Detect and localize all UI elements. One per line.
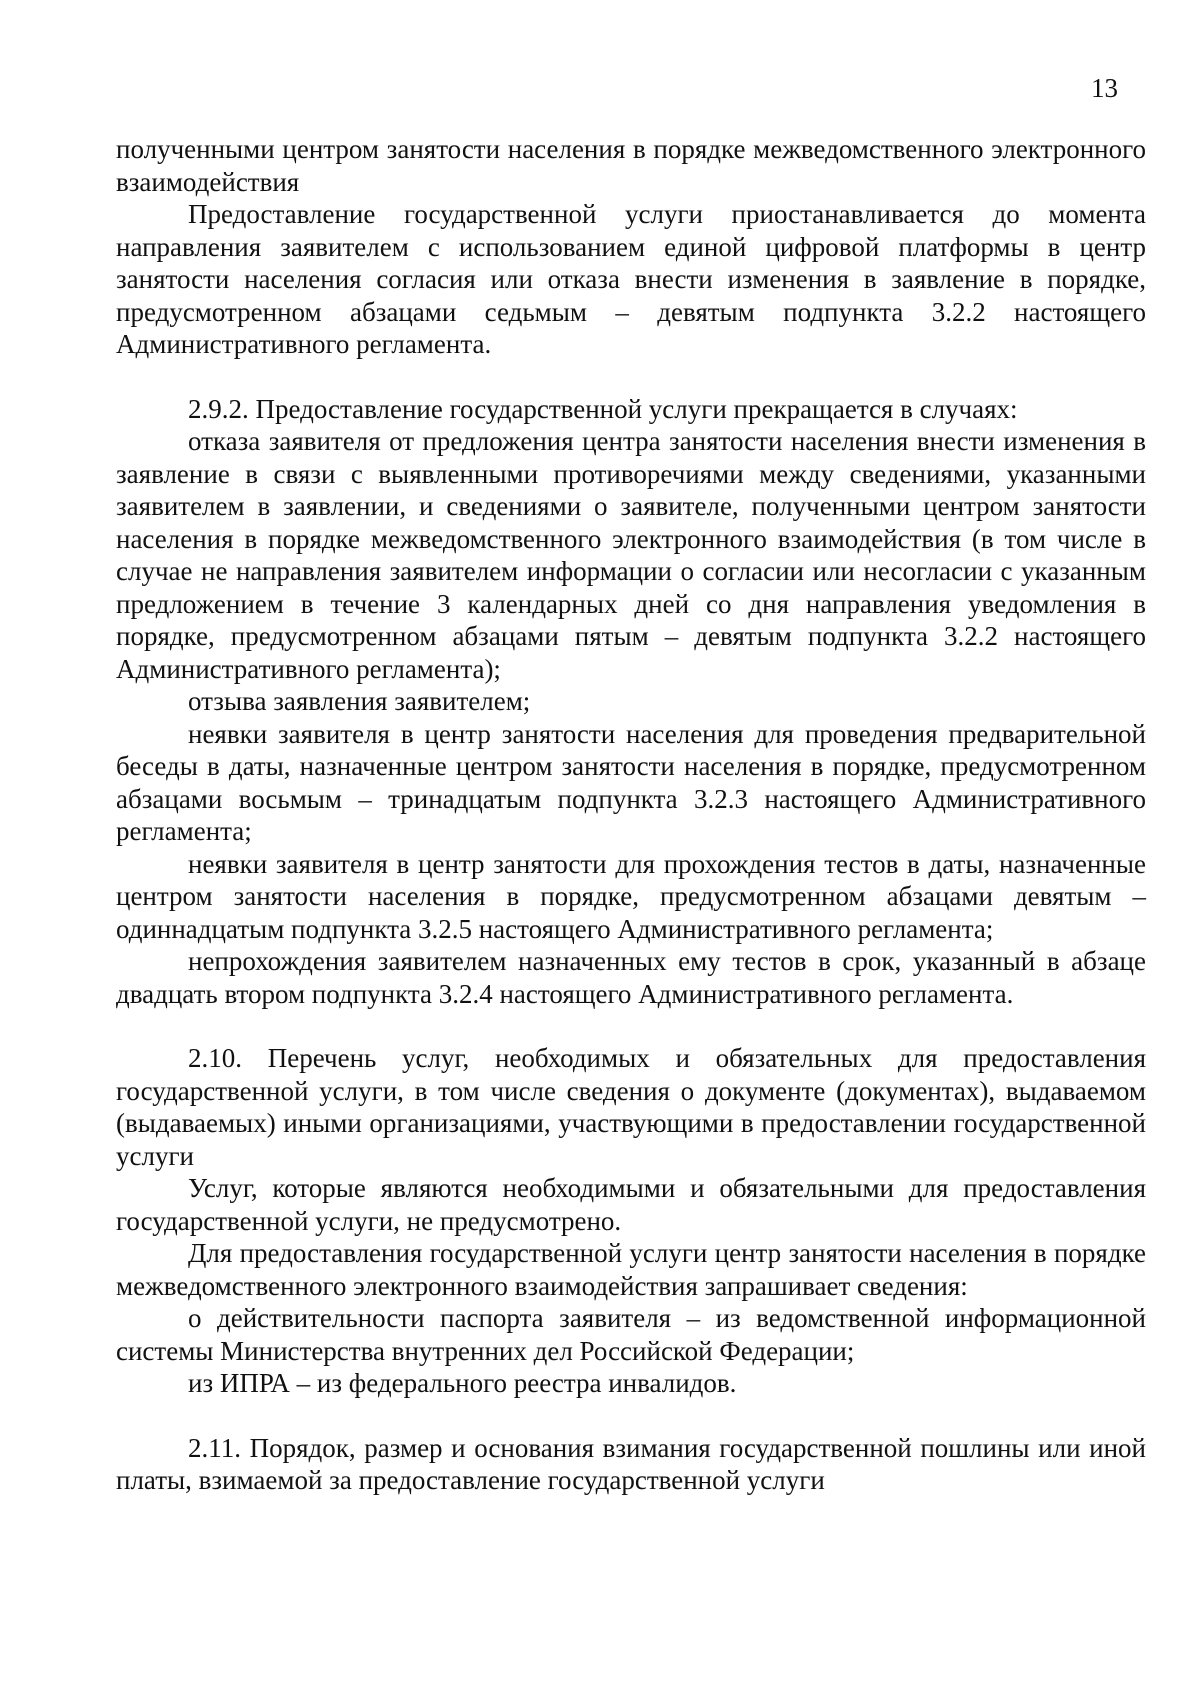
paragraph-10: Услуг, которые являются необходимыми и обязательными для предоставления государственной услуги, не предусмотрено. bbox=[116, 1173, 1146, 1236]
paragraph-7: неявки заявителя в центр занятости для прохождения тестов в даты, назначенные центром занятости населения в порядке, предусмотренном абзацами девятым – одиннадцатым подпункта 3.2.5 настоящего Административного регламента; bbox=[116, 848, 1146, 944]
paragraph-gap bbox=[116, 1010, 1146, 1042]
section-2-11-heading: 2.11. Порядок, размер и основания взимания государственной пошлины или иной платы, взимаемой за предоставление государственной услуги bbox=[116, 1432, 1146, 1495]
paragraph-6: неявки заявителя в центр занятости населения для проведения предварительной беседы в даты, назначенные центром занятости населения в порядке, предусмотренном абзацами восьмым – тринадцатым подпункта 3.2.3 настоящего Административного регламента; bbox=[116, 718, 1146, 846]
paragraph-gap bbox=[116, 361, 1146, 393]
paragraph-1: полученными центром занятости населения в порядке межведомственного электронного взаимодействия bbox=[116, 134, 1146, 197]
section-2-9-2-heading: 2.9.2. Предоставление государственной услуги прекращается в случаях: bbox=[188, 393, 1018, 424]
paragraph-2: Предоставление государственной услуги приостанавливается до момента направления заявителем с использованием единой цифровой платформы в центр занятости населения согласия или отказа внести изменения в заявление в порядке, предусмотренном абзацами седьмым – девятым подпункта 3.2.2 настоящего Административного регламента. bbox=[116, 199, 1146, 359]
paragraph-13: из ИПРА – из федерального реестра инвалидов. bbox=[188, 1368, 737, 1398]
paragraph-gap bbox=[116, 1400, 1146, 1432]
paragraph-4: отказа заявителя от предложения центра занятости населения внести изменения в заявление в связи с выявленными противоречиями между сведениями, указанными заявителем в заявлении, и сведениями о заявителе, полученными центром занятости населения в порядке межведомственного электронного взаимодействия (в том числе в случае не направления заявителем информации о согласии или несогласии с указанным предложением в течение 3 календарных дней со дня направления уведомления в порядке, предусмотренном абзацами пятым – девятым подпункта 3.2.2 настоящего Административного регламента); bbox=[116, 426, 1146, 684]
page-number: 13 bbox=[1091, 73, 1118, 103]
paragraph-5: отзыва заявления заявителем; bbox=[188, 686, 531, 716]
section-2-10-heading: 2.10. Перечень услуг, необходимых и обязательных для предоставления государственной услуги, в том числе сведения о документе (документах), выдаваемом (выдаваемых) иными организациями, участвующими в предоставлении государственной услуги bbox=[116, 1043, 1146, 1171]
paragraph-12: о действительности паспорта заявителя – из ведомственной информационной системы Министерства внутренних дел Российской Федерации; bbox=[116, 1303, 1146, 1366]
paragraph-11: Для предоставления государственной услуги центр занятости населения в порядке межведомственного электронного взаимодействия запрашивает сведения: bbox=[116, 1238, 1146, 1301]
document-body bbox=[116, 133, 1146, 1497]
paragraph-8: непрохождения заявителем назначенных ему тестов в срок, указанный в абзаце двадцать втором подпункта 3.2.4 настоящего Административного регламента. bbox=[116, 946, 1146, 1009]
